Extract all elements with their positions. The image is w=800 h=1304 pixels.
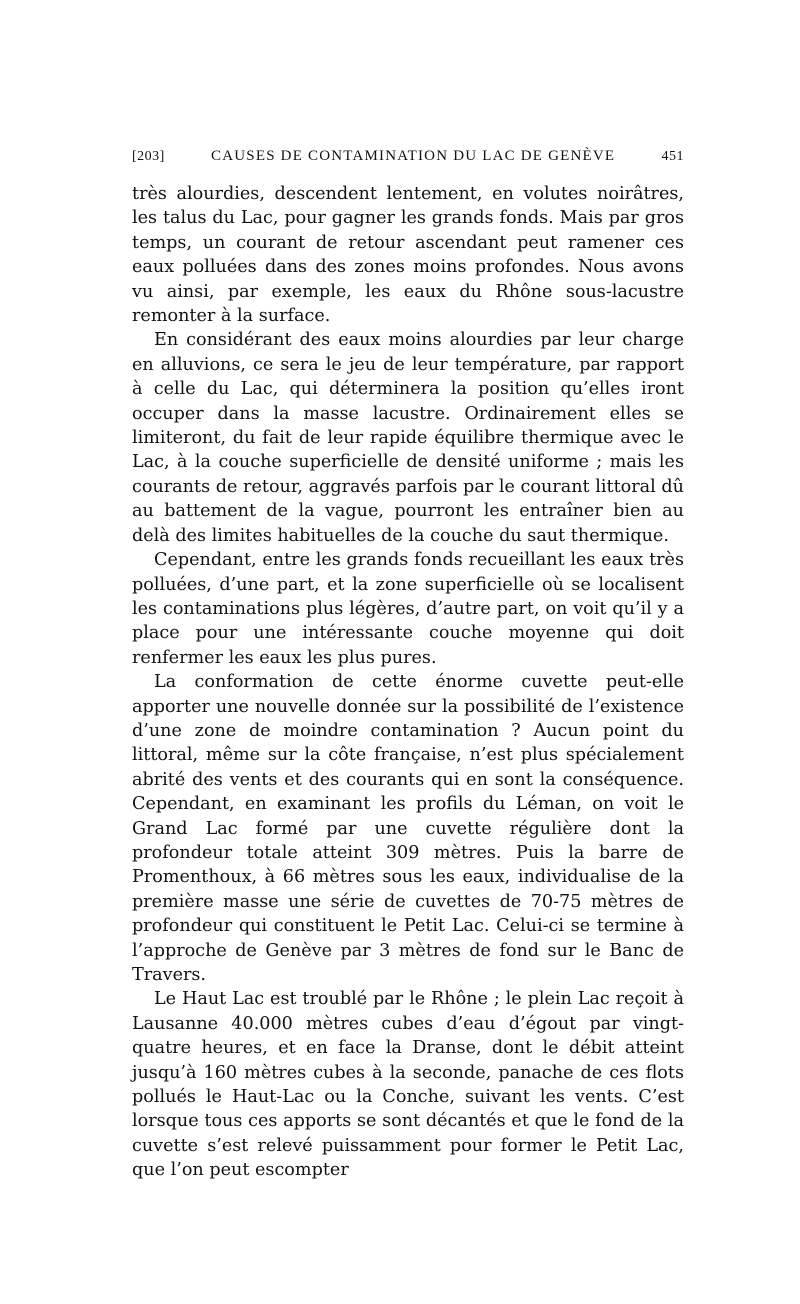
section-number: [203] [132, 149, 165, 164]
running-title: CAUSES DE CONTAMINATION DU LAC DE GENÈVE [211, 148, 616, 164]
paragraph: En considérant des eaux moins alourdies par leur charge en alluvions, ce sera le jeu de leur température, par rapport à celle du Lac, qui déterminera la position qu’elles iront occuper dans la masse lacustre. Ordinairement elles se limiteront, du fait de leur rapide équilibre thermique avec le Lac, à la couche superficielle de densité uniforme ; mais les courants de retour, aggravés parfois par le courant littoral dû au battement de la vague, pourront les entraîner bien au delà des limites habituelles de la couche du saut thermique. [132, 330, 684, 546]
page-number: 451 [661, 149, 684, 164]
paragraph: La conformation de cette énorme cuvette peut-elle apporter une nouvelle donnée sur la possibilité de l’existence d’une zone de moindre contamination ? Aucun point du littoral, même sur la côte française, n’est plus spécialement abrité des vents et des courants qui en sont la conséquence. Cependant, en examinant les profils du Léman, on voit le Grand Lac formé par une cuvette régulière dont la profondeur totale atteint 309 mètres. Puis la barre de Promenthoux, à 66 mètres sous les eaux, individualise de la première masse une série de cuvettes de 70-75 mètres de profondeur qui constituent le Petit Lac. Celui-ci se termine à l’approche de Genève par 3 mètres de fond sur le Banc de Travers. [132, 672, 684, 985]
running-header [132, 148, 684, 172]
paragraph-continuation: très alourdies, descendent lentement, en volutes noirâtres, les talus du Lac, pour gagner les grands fonds. Mais par gros temps, un courant de retour ascendant peut ramener ces eaux polluées dans des zones moins profondes. Nous avons vu ainsi, par exemple, les eaux du Rhône sous-lacustre remonter à la surface. [132, 184, 684, 327]
paragraph: Le Haut Lac est troublé par le Rhône ; le plein Lac reçoit à Lausanne 40.000 mètres cubes d’eau d’égout par vingt-quatre heures, et en face la Dranse, dont le débit atteint jusqu’à 160 mètres cubes à la seconde, panache de ces flots pollués le Haut-Lac ou la Conche, suivant les vents. C’est lorsque tous ces apports se sont décantés et que le fond de la cuvette s’est relevé puissamment pour former le Petit Lac, que l’on peut escompter [132, 989, 684, 1181]
paragraph: Cependant, entre les grands fonds recueillant les eaux très polluées, d’une part, et la zone superficielle où se localisent les contaminations plus légères, d’autre part, on voit qu’il y a place pour une intéressante couche moyenne qui doit renfermer les eaux les plus pures. [132, 550, 684, 668]
body-text [132, 182, 684, 1183]
book-page [132, 148, 684, 1183]
